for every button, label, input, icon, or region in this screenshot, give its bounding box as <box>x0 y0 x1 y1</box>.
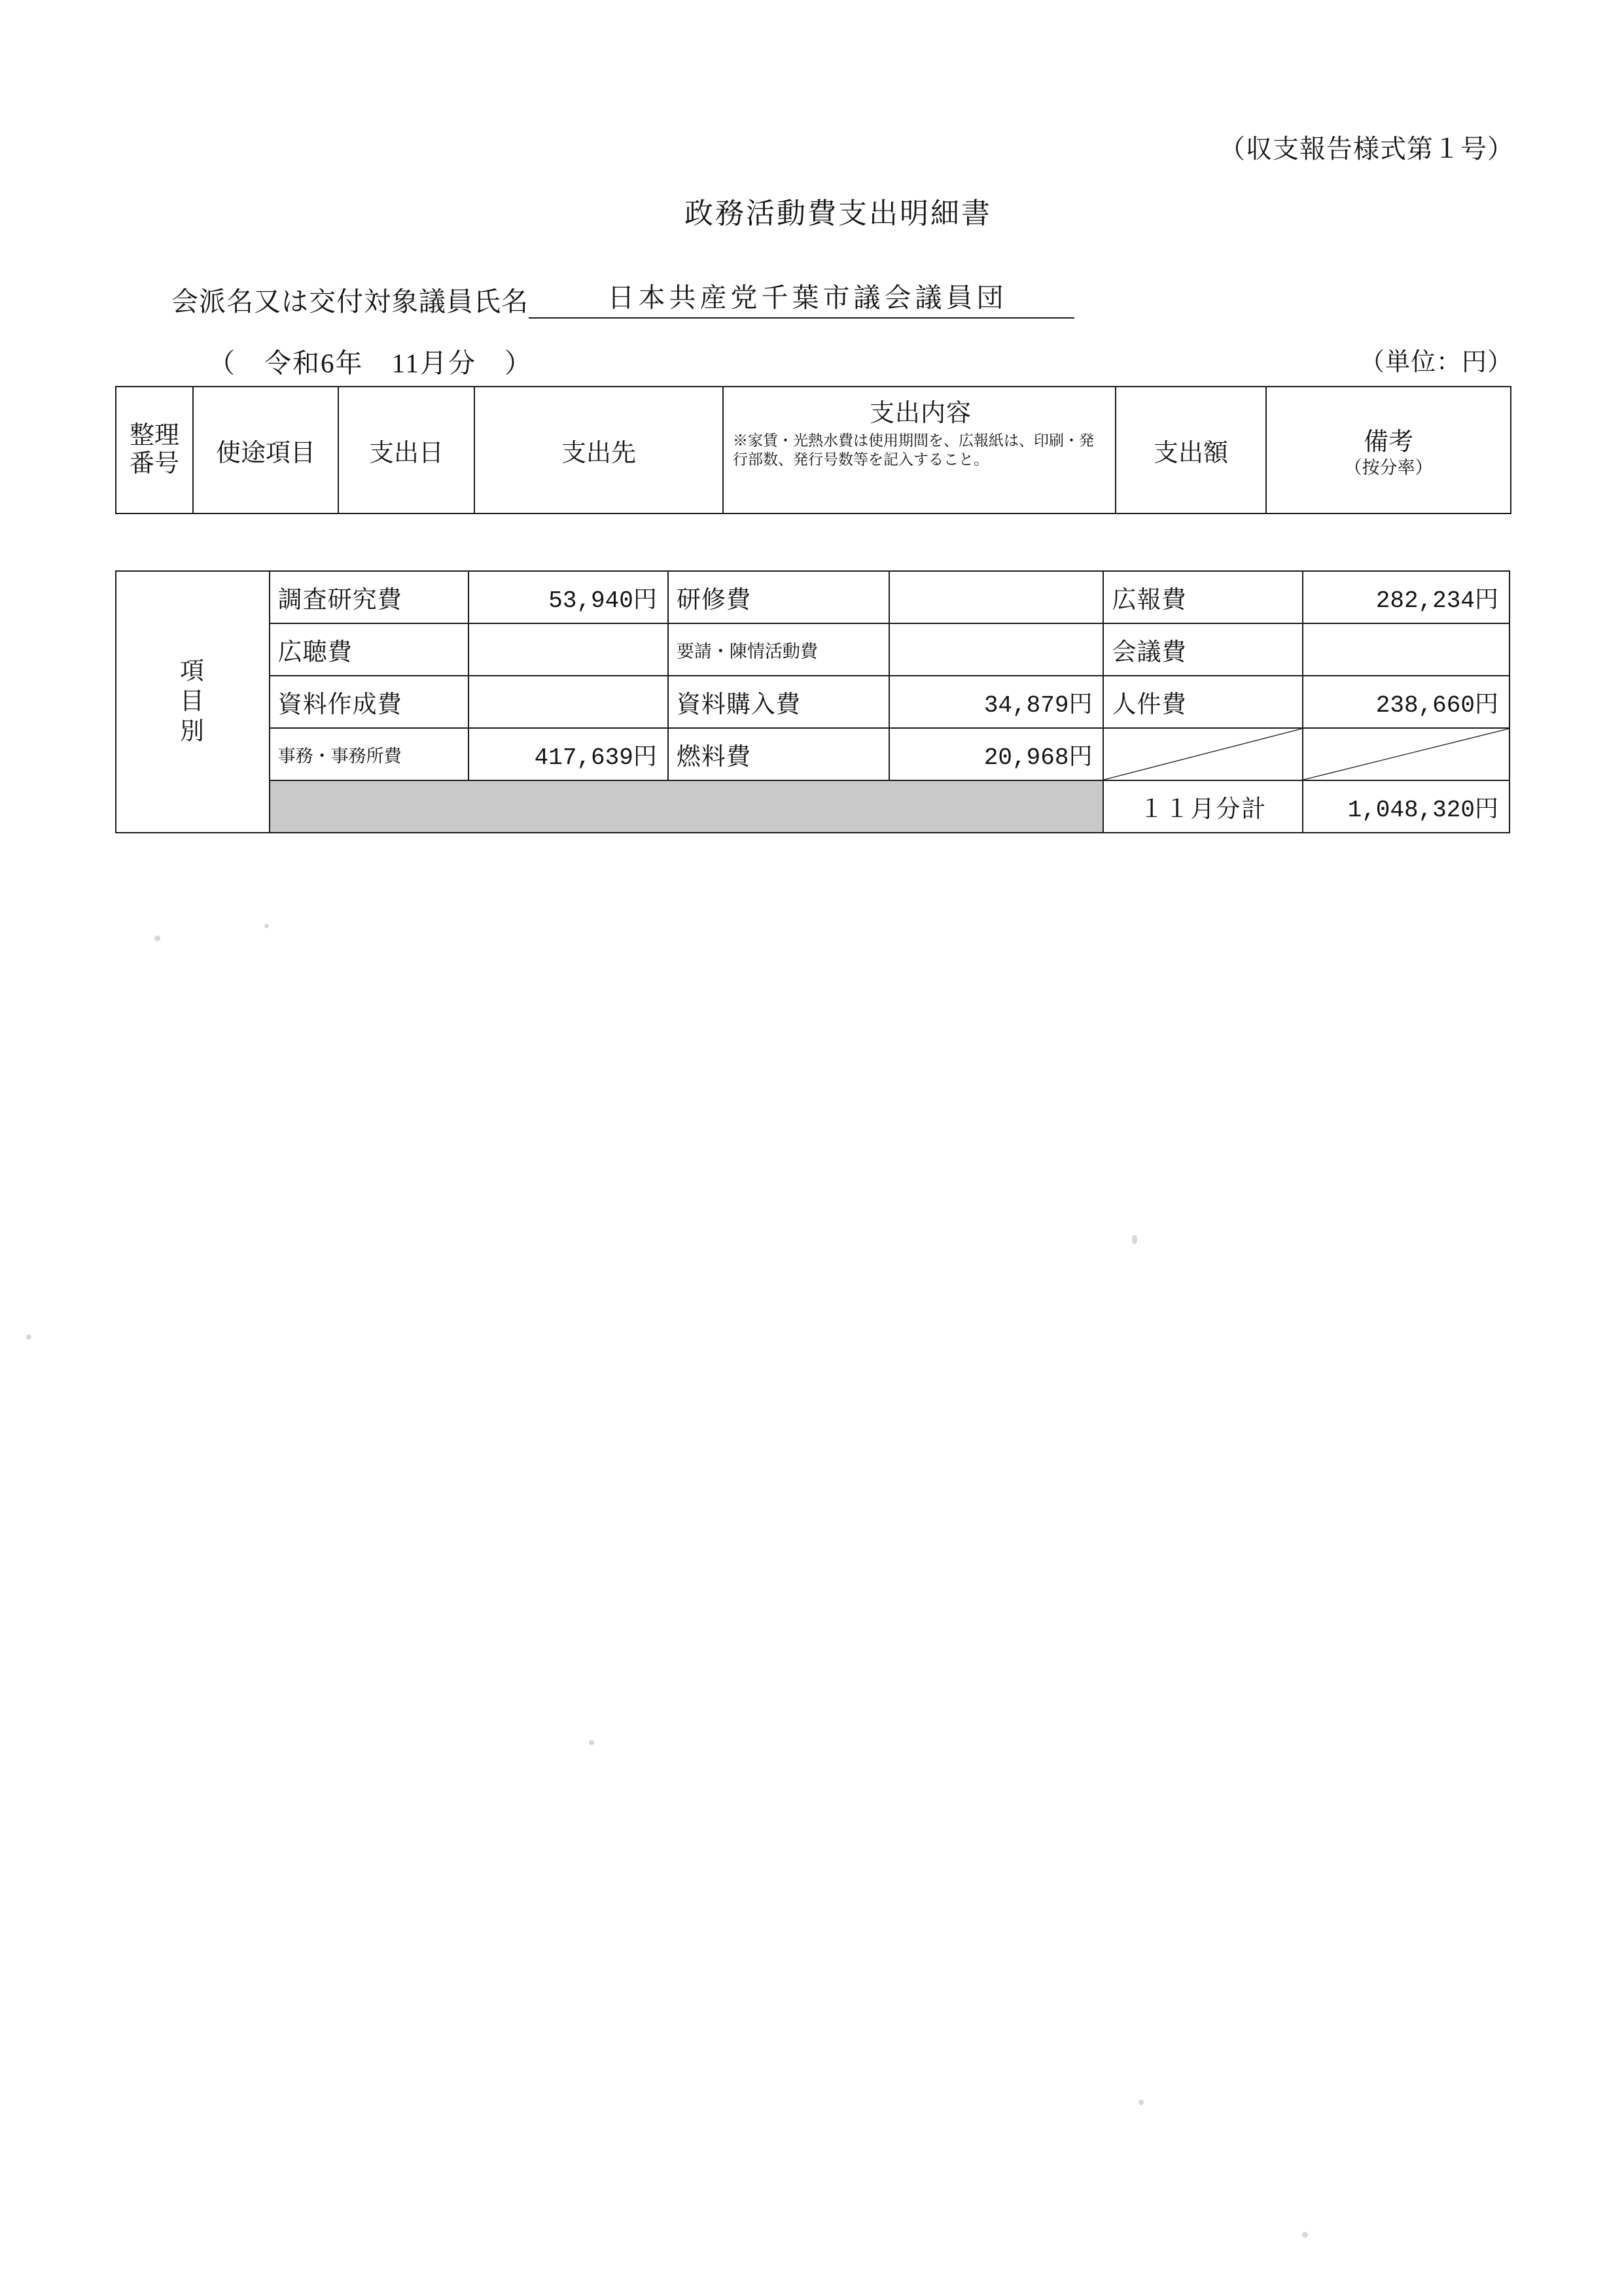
column-header-remarks <box>1266 387 1511 513</box>
expense-header-table <box>115 386 1511 514</box>
unit-label: （単位：円） <box>1359 349 1513 376</box>
column-header-remarks-line2: （按分率） <box>1344 458 1433 478</box>
column-header-payee: 支出先 <box>474 387 723 513</box>
item-label: 要請・陳情活動費 <box>668 623 889 676</box>
scan-speck <box>1132 1235 1137 1244</box>
form-code: （収支報告様式第１号） <box>1219 134 1514 164</box>
item-label: 広報費 <box>1103 571 1303 623</box>
row-header-line2: 目 <box>179 687 205 715</box>
party-name-label: 会派名又は交付対象議員氏名 <box>171 287 529 317</box>
scan-speck <box>1139 2100 1144 2105</box>
item-label: 資料作成費 <box>270 676 469 728</box>
items-breakdown-table <box>115 570 1510 833</box>
item-label: 燃料費 <box>668 728 889 780</box>
table-row-total <box>116 780 1509 833</box>
item-label: 広聴費 <box>270 623 469 676</box>
column-header-usage-item: 使途項目 <box>193 387 338 513</box>
column-header-number-line2: 番号 <box>129 450 179 478</box>
shaded-filler-cell <box>270 780 1104 833</box>
item-label: 人件費 <box>1103 676 1303 728</box>
table-header-row <box>116 387 1511 513</box>
period-label: （ 令和6年 11月分 ） <box>208 348 533 378</box>
item-amount <box>1303 623 1509 676</box>
item-amount: 53,940円 <box>468 571 668 623</box>
party-name-value: 日本共産党千葉市議会議員団 <box>529 276 1074 319</box>
column-header-payment-content <box>723 387 1116 513</box>
table-row <box>116 676 1509 728</box>
item-label: 調査研究費 <box>270 571 469 623</box>
item-amount: 34,879円 <box>889 676 1103 728</box>
empty-cell-diagonal <box>1103 728 1303 780</box>
scan-speck <box>1302 2232 1308 2238</box>
scan-speck <box>589 1740 594 1745</box>
total-label: １１月分計 <box>1103 780 1303 833</box>
item-amount: 417,639円 <box>468 728 668 780</box>
column-header-amount: 支出額 <box>1116 387 1266 513</box>
column-header-payment-content-note: ※家賃・光熱水費は使用期間を、広報紙は、印刷・発行部数、発行号数等を記入すること。 <box>733 432 1094 468</box>
item-amount <box>468 623 668 676</box>
column-header-number <box>116 387 193 513</box>
row-header-line1: 項 <box>179 657 205 685</box>
scan-speck <box>154 935 160 941</box>
item-amount <box>468 676 668 728</box>
scan-speck <box>26 1334 31 1340</box>
table-row <box>116 571 1509 623</box>
table-row <box>116 623 1509 676</box>
page-title: 政務活動費支出明細書 <box>684 198 992 230</box>
item-amount: 20,968円 <box>889 728 1103 780</box>
item-amount <box>889 571 1103 623</box>
item-amount: 238,660円 <box>1303 676 1509 728</box>
column-header-number-line1: 整理 <box>129 422 179 450</box>
party-name-row <box>171 276 1074 319</box>
total-amount: 1,048,320円 <box>1303 780 1509 833</box>
item-label: 研修費 <box>668 571 889 623</box>
item-label: 会議費 <box>1103 623 1303 676</box>
item-label: 事務・事務所費 <box>270 728 469 780</box>
empty-cell-diagonal <box>1303 728 1509 780</box>
column-header-payment-content-title: 支出内容 <box>869 400 972 427</box>
row-header-line3: 別 <box>179 718 205 746</box>
column-header-remarks-line1: 備考 <box>1363 428 1413 457</box>
scan-speck <box>264 924 269 928</box>
item-amount <box>889 623 1103 676</box>
column-header-payment-date: 支出日 <box>338 387 474 513</box>
table-row <box>116 728 1509 780</box>
item-label: 資料購入費 <box>668 676 889 728</box>
item-amount: 282,234円 <box>1303 571 1509 623</box>
row-header-by-item <box>116 571 270 833</box>
